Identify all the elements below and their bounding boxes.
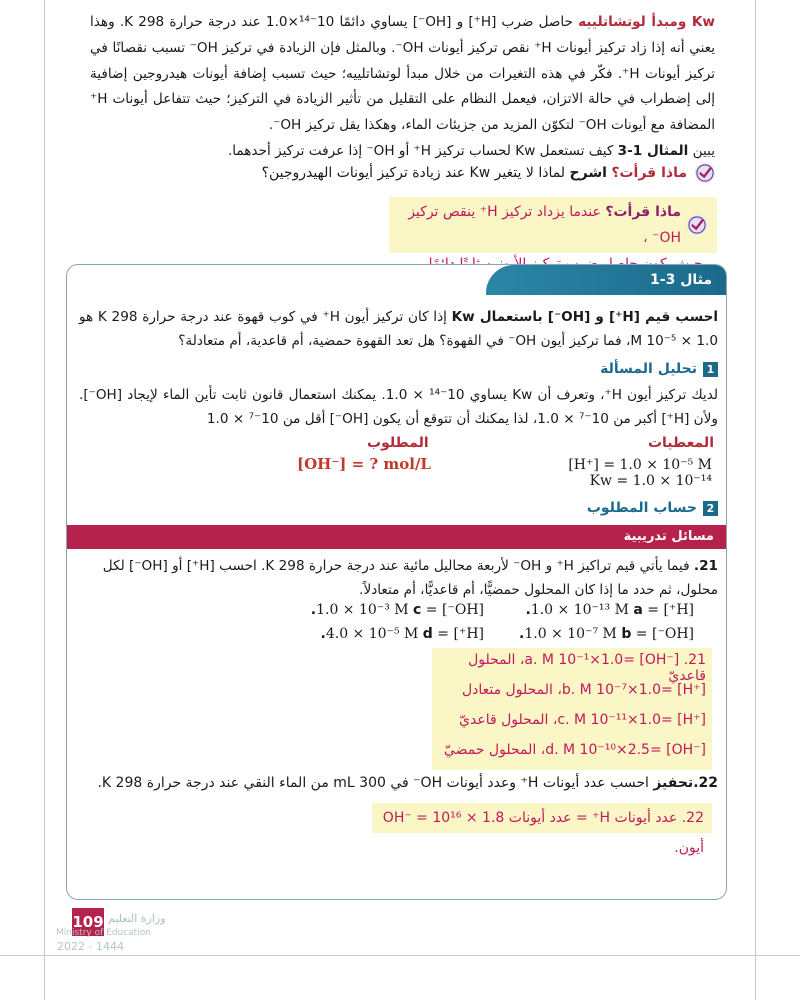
given-kw: Kw = 1.0 × 10⁻¹⁴ (589, 473, 712, 489)
option-b-text: [OH⁻] = 1.0 × 10⁻⁷ M (524, 626, 694, 642)
answer-21 (432, 648, 712, 770)
reading-check-answer (389, 197, 717, 253)
option-d-text: [H⁺] = 4.0 × 10⁻⁵ M (325, 626, 484, 642)
intro-body: حاصل ضرب [H⁺] و [OH⁻] يساوي دائمًا 10⁻¹⁴×1.0 عند درجة حرارة 298 K. وهذا يعني أنه إذا زاد تركيز أيونات H⁺ نقص تركيز أيونات OH⁻. وبالمثل فإن الزيادة في تركيز OH⁻ تسبب نقصانًا في تركيز أيونات H⁺. فكّر في هذه التغيرات من خلال مبدأ لوتشاتلييه؛ حيث تسبب إضافة أيونات هيدروجين إضافية إلى إضطراب في حالة الاتزان، فيعمل النظام على التقليل من تأثير الزيادة في التركيز؛ حيث تتفاعل أيونات H⁺ المضافة مع أيونات OH⁻ لتكوّن المزيد من جزيئات الماء، وهكذا يقل تركيز OH⁻. (90, 14, 716, 134)
answer-21b: b. M 10⁻⁷×1.0= [H⁺]، المحلول متعادل (461, 682, 706, 698)
q22-text: احسب عدد أيونات H⁺ وعدد أيونات OH⁻ في 300 mL من الماء النقي عند درجة حرارة 298 K. (97, 775, 654, 791)
option-c-text: [OH⁻] = 1.0 × 10⁻³ M (316, 602, 484, 618)
unknown-label: المطلوب (367, 435, 429, 451)
page-number: 109 (72, 908, 104, 936)
q22-label: تحفيز (653, 775, 694, 791)
answer-text-1: عندما يزداد تركيز H⁺ ينقص تركيز OH⁻ ، (408, 204, 681, 246)
option-b-letter: b. (519, 626, 632, 642)
option-c (311, 602, 484, 618)
answer-22: 22. عدد أيونات H⁺ = عدد أيونات OH⁻ = 10¹⁶ × 1.8 أيون. (372, 803, 712, 833)
step2-title: حساب المطلوب (586, 500, 697, 516)
crop-mark (755, 0, 756, 1000)
example-title: احسب قيم [H⁺] و [OH⁻] باستعمال Kw (451, 309, 719, 325)
answer-21c: c. M 10⁻¹¹×1.0= [H⁺]، المحلول قاعديّ (459, 712, 706, 728)
intro-paragraph (90, 10, 715, 139)
ministry-english: Ministry of Education (56, 928, 151, 938)
step1-text: لديك تركيز أيون H⁺، وتعرف أن Kw يساوي 10⁻¹⁴ × 1.0. يمكنك استعمال قانون ثابت تأين الماء لإيجاد [OH⁻]. ولأن [H⁺] أكبر من 10⁻⁷ × 1.0، لذا يمكنك أن تتوقع أن يكون [OH⁻] أقل من 10⁻⁷ × 1.0 (79, 387, 718, 427)
answer-21d: d. M 10⁻¹⁰×2.5= [OH⁻]، المحلول حمضيّ (443, 742, 706, 758)
crop-mark (0, 955, 800, 956)
step1-number: 1 (703, 362, 718, 377)
answer-line-1 (399, 199, 707, 251)
option-a (525, 602, 694, 618)
step2-head (587, 500, 718, 516)
checkmark-icon (687, 215, 707, 235)
example-card (66, 264, 727, 900)
answer-21a: 21. a. M 10⁻¹×1.0= [OH⁻]، المحلول قاعديّ (468, 652, 706, 684)
question-21 (79, 554, 718, 602)
answer-label: ماذا قرأت؟ (605, 204, 681, 220)
example-problem (79, 305, 718, 353)
givens-label: المعطيات (647, 435, 714, 451)
kw-term: Kw ومبدأ لوتشاتلييه (578, 14, 715, 30)
intro-p2-post: كيف تستعمل Kw لحساب تركيز H⁺ أو OH⁻ إذا عرفت تركيز أحدهما. (227, 142, 618, 159)
option-d (321, 626, 484, 642)
q22-number: 22. (693, 775, 718, 791)
reading-check (262, 163, 715, 183)
q21-number: 21. (693, 558, 718, 574)
given-h: [H⁺] = 1.0 × 10⁻⁵ M (568, 457, 712, 473)
q21-text: فيما يأتي قيم تراكيز H⁺ و OH⁻ لأربعة محاليل مائية عند درجة حرارة 298 K. احسب [H⁺] أو [OH⁻] لكل محلول، ثم حدد ما إذا كان المحلول حمضيًّا، أم قاعديًّا، أم متعادلاً. (102, 558, 718, 598)
intro-example-ref (90, 139, 715, 165)
reading-check-question: لماذا لا يتغير Kw عند زيادة تركيز أيونات الهيدروجين؟ (261, 165, 570, 181)
crop-mark (44, 0, 45, 1000)
option-a-letter: a. (525, 602, 643, 618)
step1-title: تحليل المسألة (600, 361, 697, 377)
intro-text (90, 10, 715, 165)
intro-p2-pre: يبين (688, 142, 715, 159)
step1-head (600, 361, 718, 377)
reading-check-label: ماذا قرأت؟ (611, 165, 687, 181)
option-c-letter: c. (310, 602, 422, 618)
checkmark-icon (695, 163, 715, 183)
example-problem-text: إذا كان تركيز أيون H⁺ في كوب قهوة عند درجة حرارة 298 K هو M 10⁻⁵ × 1.0، فما تركيز أيون OH⁻ في القهوة؟ هل تعد القهوة حمضية، أم قاعدية، أم متعادلة؟ (79, 309, 718, 349)
reading-check-verb: اشرح (569, 165, 607, 181)
option-b (519, 626, 694, 642)
unknown-oh: [OH⁻] = ? mol/L (297, 455, 431, 473)
example-tab: مثال 3-1 (486, 265, 726, 295)
practice-bar: مسائل تدريبية (67, 525, 726, 549)
step2-number: 2 (703, 501, 718, 516)
option-d-letter: d. (320, 626, 433, 642)
question-22 (79, 775, 718, 791)
example-ref: المثال 1-3 (617, 142, 689, 159)
year-label: 2022 - 1444 (57, 940, 124, 953)
option-a-text: [H⁺] = 1.0 × 10⁻¹³ M (530, 602, 694, 618)
ministry-logo-text: وزارة التعليم (108, 912, 166, 925)
